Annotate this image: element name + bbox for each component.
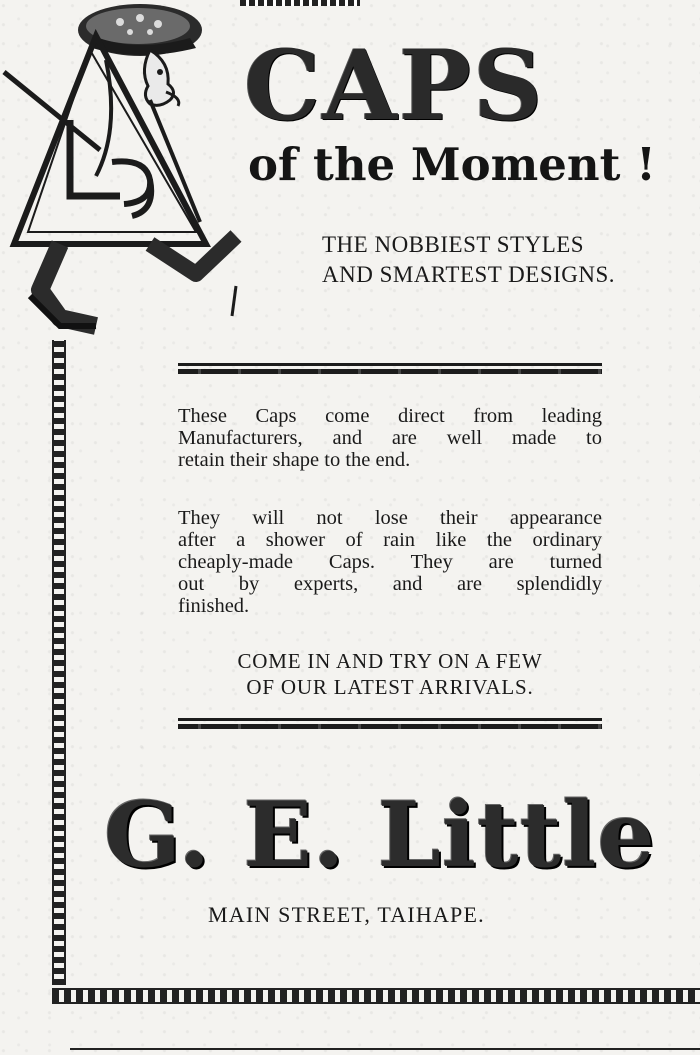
mascot-illustration [0, 0, 250, 340]
paragraph-2 [178, 507, 602, 617]
bottom-border-ornament [52, 988, 700, 1004]
brand-name: G. E. Little [104, 782, 656, 888]
top-border-ornament [240, 0, 360, 6]
page-bottom-rule [70, 1048, 700, 1050]
paragraph-2-line: finished. [178, 595, 250, 617]
call-to-action [178, 648, 602, 700]
call-to-action-line-1: COME IN AND TRY ON A FEW [237, 649, 543, 673]
divider-rule-bottom [178, 718, 602, 730]
left-border-ornament [52, 340, 66, 985]
paragraph-2-line: They will not lose their appearance [178, 507, 602, 529]
shop-address: MAIN STREET, TAIHAPE. [208, 902, 485, 927]
call-to-action-line-2: OF OUR LATEST ARRIVALS. [246, 675, 534, 699]
headline: CAPS [244, 29, 545, 142]
paragraph-1-line: Manufacturers, and are well made to [178, 427, 602, 449]
paragraph-1-line: retain their shape to the end. [178, 449, 411, 471]
paragraph-1 [178, 405, 602, 471]
subtitle-line-2: AND SMARTEST DESIGNS. [322, 262, 616, 287]
cap-icon [78, 4, 202, 56]
paragraph-2-line: cheaply-made Caps. They are turned [178, 551, 602, 573]
subtitle [322, 230, 615, 290]
subtitle-line-1: THE NOBBIEST STYLES [322, 232, 585, 257]
paragraph-2-line: after a shower of rain like the ordinary [178, 529, 602, 551]
tagline: of the Moment ! [248, 138, 656, 191]
paragraph-1-line: These Caps come direct from leading [178, 405, 602, 427]
paragraph-2-line: out by experts, and are splendidly [178, 573, 602, 595]
divider-rule-top [178, 363, 602, 375]
